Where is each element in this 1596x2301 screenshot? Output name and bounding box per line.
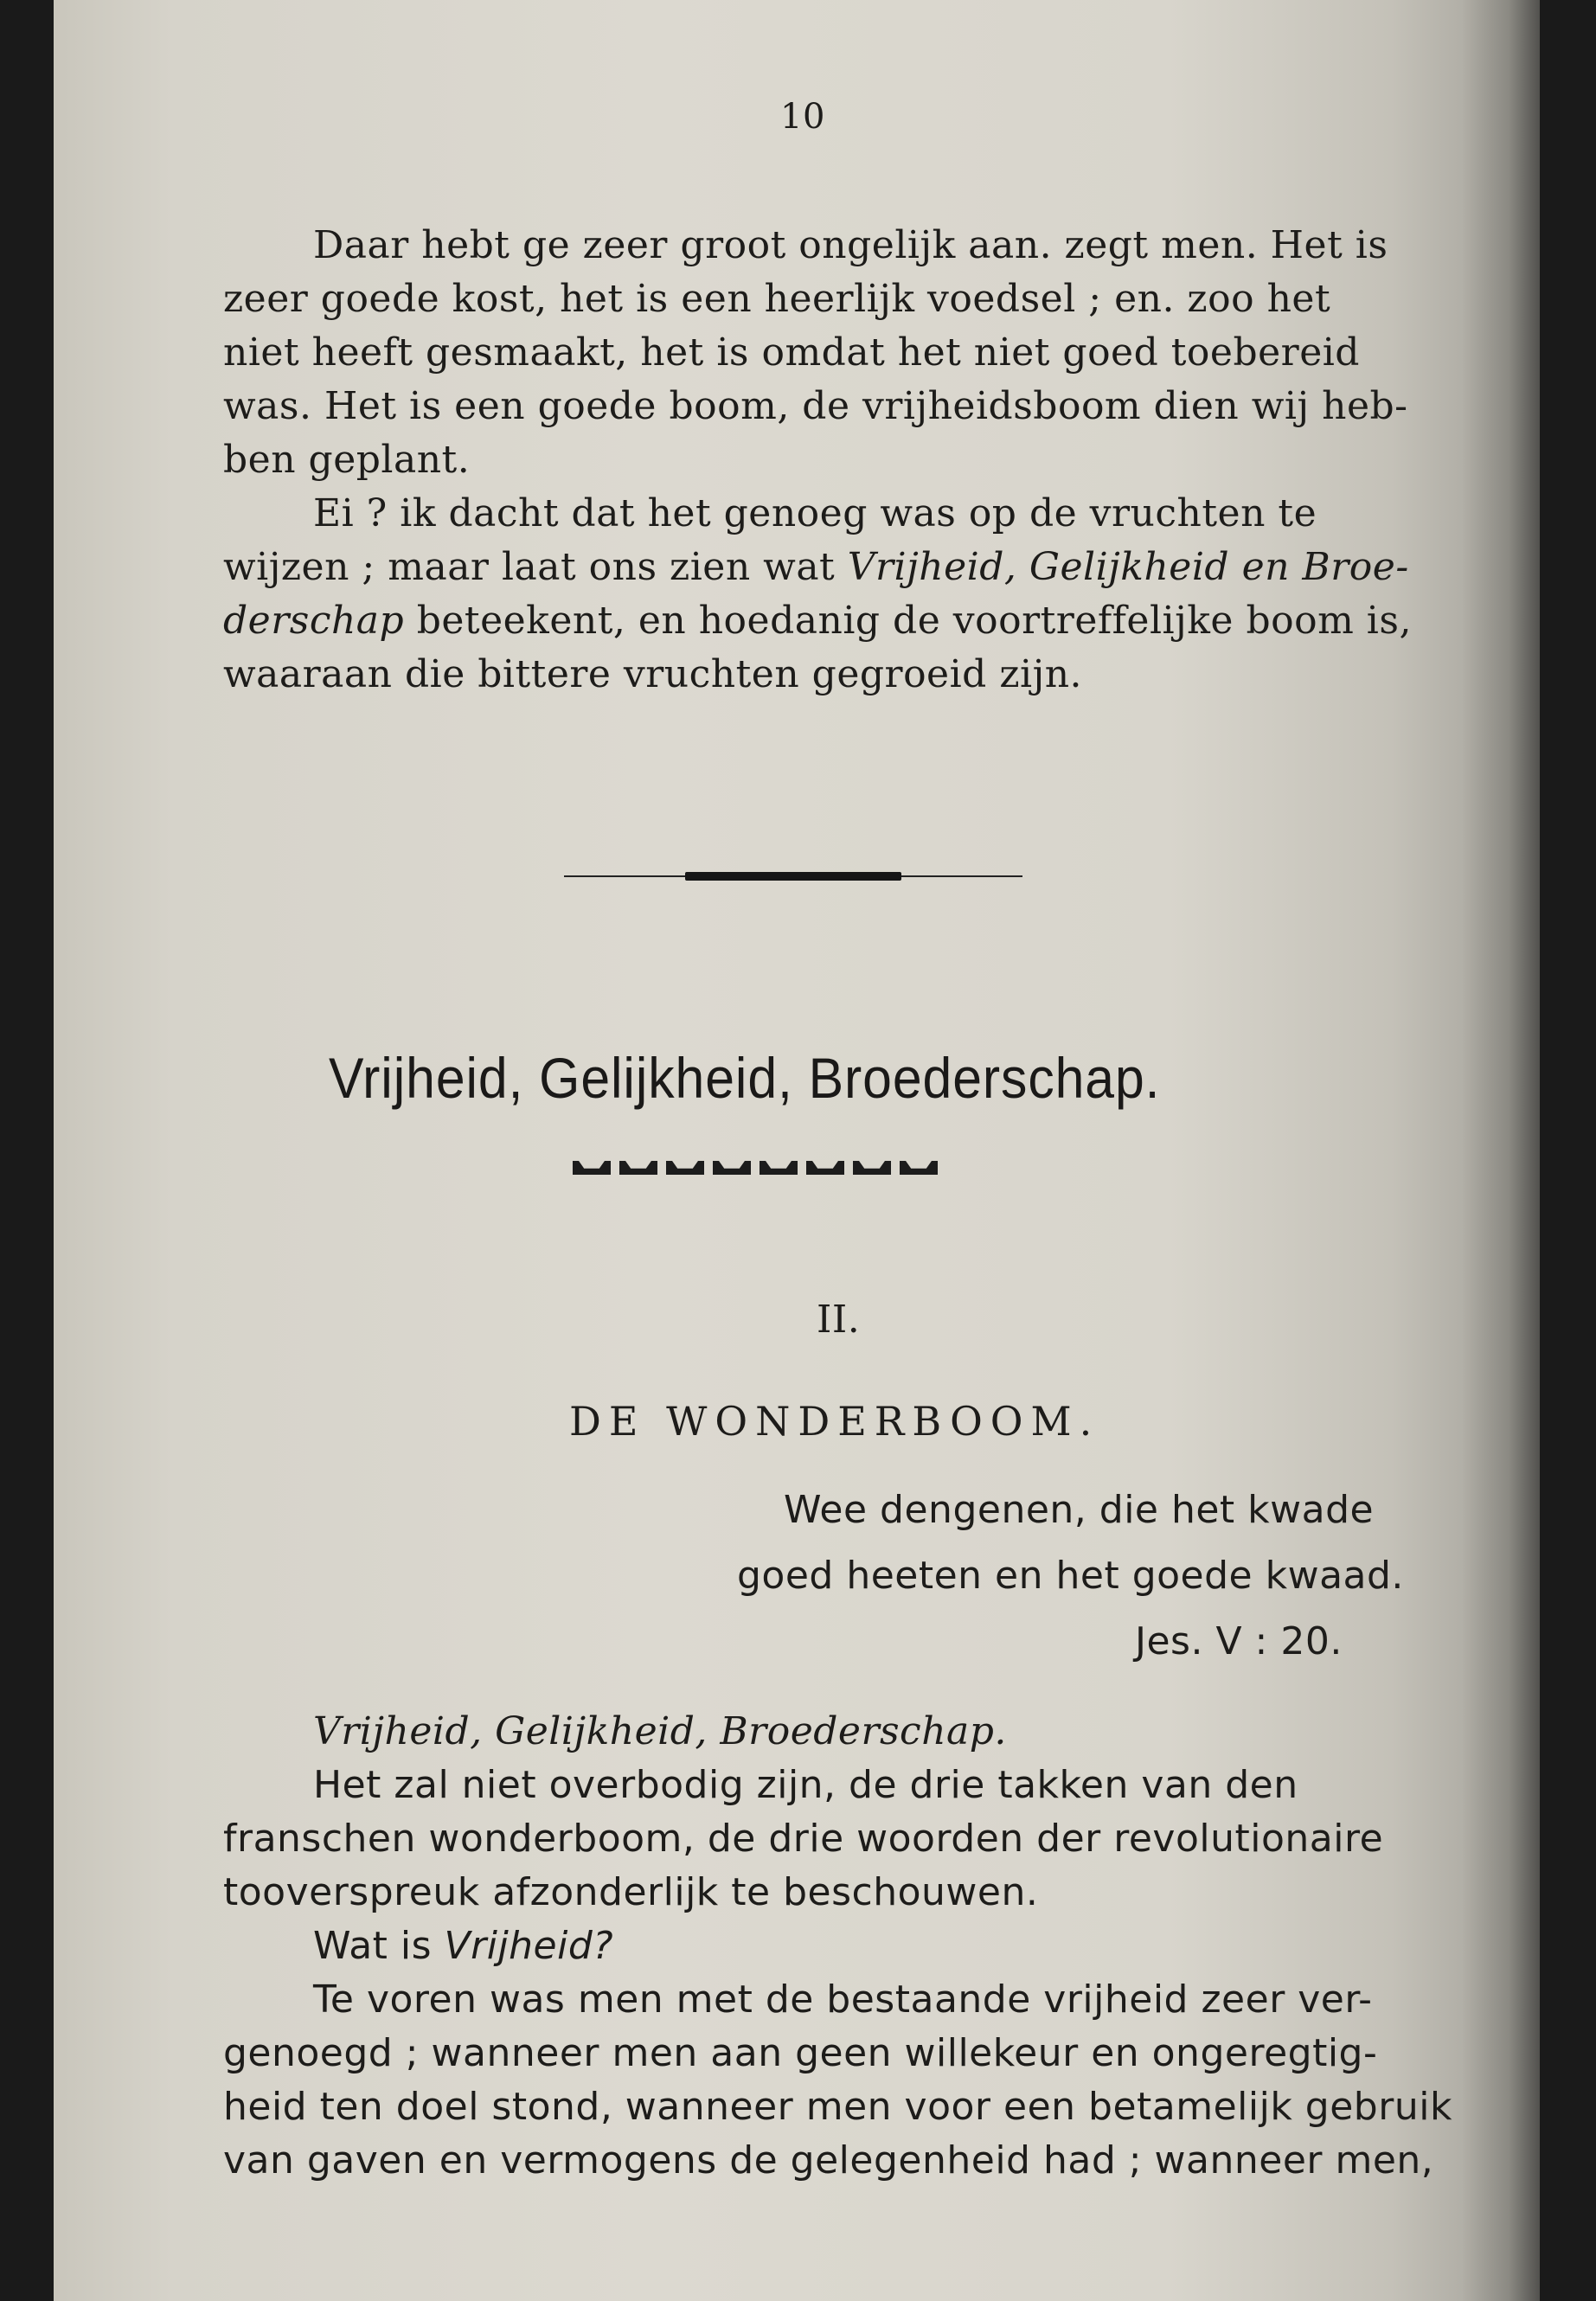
section-heading: Vrijheid, Gelijkheid, Broederschap. xyxy=(329,1046,1161,1110)
text-line: derschap beteekent, en hoedanig de voortreffelijke boom is, xyxy=(223,599,1412,643)
text-line: Het zal niet overbodig zijn, de drie takken van den xyxy=(313,1763,1298,1807)
text-line: heid ten doel stond, wanneer men voor een betamelijk gebruik xyxy=(223,2085,1452,2129)
italic-phrase: Vrijheid, Gelijkheid en Broe- xyxy=(847,545,1409,589)
page-edge-shadow xyxy=(1462,0,1540,2301)
text-line: ben geplant. xyxy=(223,438,471,482)
text-line: wijzen ; maar laat ons zien wat Vrijheid, Gelijkheid en Broe- xyxy=(223,545,1409,589)
ornamental-rule xyxy=(564,870,1022,882)
text-line: Daar hebt ge zeer groot ongelijk aan. zegt men. Het is xyxy=(313,223,1388,267)
page-number: 10 xyxy=(780,97,825,137)
italic-phrase: Vrijheid? xyxy=(444,1924,614,1968)
text-line: niet heeft gesmaakt, het is omdat het niet goed toebereid xyxy=(223,330,1360,375)
text-line: Wat is Vrijheid? xyxy=(313,1924,614,1968)
italic-phrase: derschap xyxy=(223,599,405,643)
motto-line xyxy=(313,1709,1007,1753)
text-line: Ei ? ik dacht dat het genoeg was op de vruchten te xyxy=(313,491,1317,535)
text-line: franschen wonderboom, de drie woorden der revolutionaire xyxy=(223,1817,1384,1861)
text-line: waaraan die bittere vruchten gegroeid zijn. xyxy=(223,652,1083,696)
book-page xyxy=(54,0,1540,2301)
text-line: was. Het is een goede boom, de vrijheidsboom dien wij heb- xyxy=(223,384,1408,428)
text-line: tooverspreuk afzonderlijk te beschouwen. xyxy=(223,1870,1039,1914)
text-line: van gaven en vermogens de gelegenheid had ; wanneer men, xyxy=(223,2138,1434,2182)
text-line: genoegd ; wanneer men aan geen willekeur en ongeregtig- xyxy=(223,2031,1378,2075)
text-line: zeer goede kost, het is een heerlijk voedsel ; en. zoo het xyxy=(223,277,1331,321)
epigraph-line: Wee dengenen, die het kwade xyxy=(784,1488,1375,1532)
text-line: Te voren was men met de bestaande vrijheid zeer ver- xyxy=(313,1977,1373,2022)
chapter-title: DE WONDERBOOM. xyxy=(569,1398,1100,1445)
italic-phrase: Vrijheid, Gelijkheid, Broederschap. xyxy=(313,1709,1007,1753)
ornament-border xyxy=(573,1161,1005,1178)
epigraph-source: Jes. V : 20. xyxy=(1135,1619,1343,1663)
epigraph-line: goed heeten en het goede kwaad. xyxy=(737,1554,1404,1598)
chapter-number: II. xyxy=(817,1298,861,1342)
